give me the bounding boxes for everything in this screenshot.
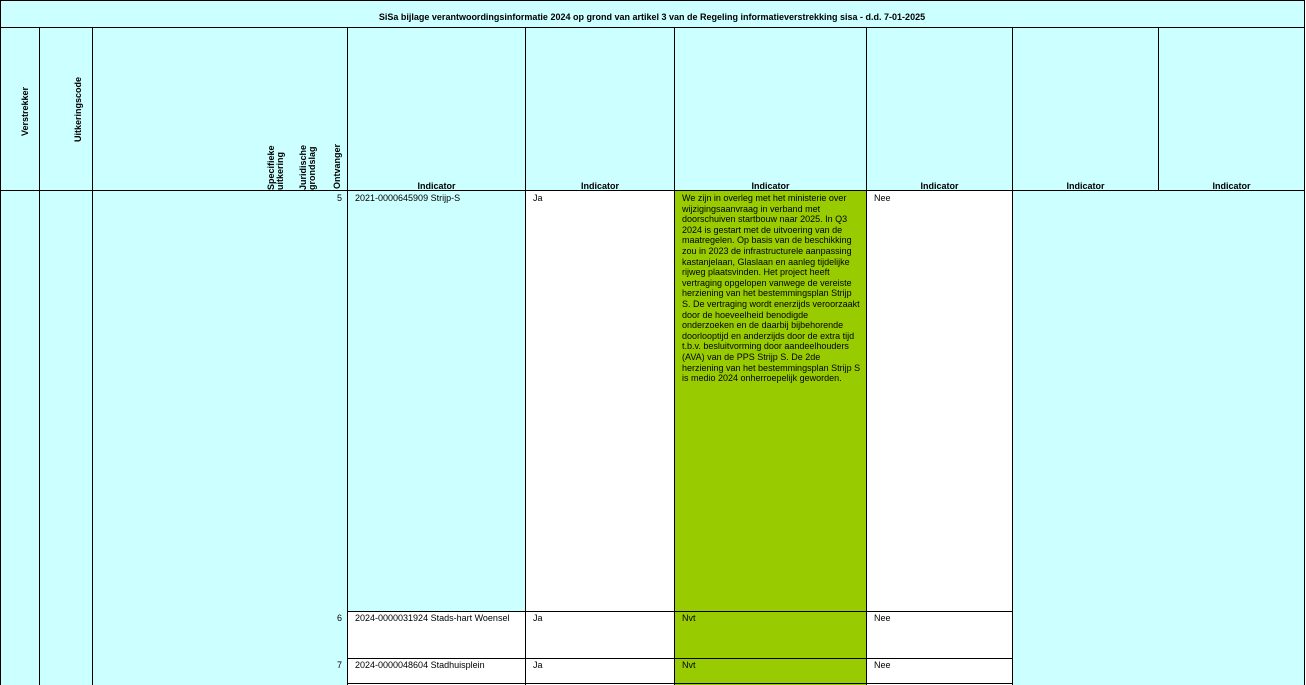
project-cell: 2024-0000031924 Stads-hart Woensel — [355, 613, 510, 623]
header-indicator: Indicator — [1212, 181, 1251, 191]
header-specifieke-uitkering: Specifieke uitkering — [266, 145, 285, 190]
header-indicator: Indicator — [1066, 181, 1105, 191]
grid-line — [1304, 0, 1305, 685]
grid-line — [1012, 27, 1013, 685]
grid-line — [347, 27, 348, 685]
grid-line — [674, 27, 675, 685]
header-ontvanger: Ontvanger — [332, 143, 342, 189]
header-indicator: Indicator — [920, 181, 959, 191]
row-number: 5 — [336, 193, 342, 203]
explanation-cell: Nvt — [682, 660, 696, 670]
grid-line — [525, 27, 526, 685]
indicator-cell: Ja — [533, 660, 543, 670]
grid-line — [0, 27, 1305, 28]
header-juridische-grondslag: Juridische grondslag — [298, 144, 317, 190]
col1-row5-bg — [526, 191, 674, 611]
grid-line — [347, 658, 1013, 659]
indicator-cell: Ja — [533, 193, 543, 203]
header-uitkeringscode: Uitkeringscode — [73, 76, 83, 142]
header-verstrekker: Verstrekker — [20, 86, 30, 136]
indicator-cell: Nee — [874, 193, 891, 203]
indicator-cell: Nee — [874, 613, 891, 623]
explanation-cell: Nvt — [682, 613, 696, 623]
grid-line — [347, 683, 1013, 684]
grid-line — [0, 0, 1305, 1]
row-number: 6 — [336, 613, 342, 623]
row-number: 7 — [336, 660, 342, 670]
grid-line — [866, 27, 867, 685]
explanation-cell: We zijn in overleg met het ministerie over wijzigingsaanvraag in verband met doorschuiven startbouw naar 2025. In Q3 2024 is gestart met de uitvoering van de maatregelen. Op basis van de beschikking zou in 2023 de infrastructurele aanpassing kastanjelaan, Glaslaan en aanleg tijdelijke rijweg plaatsvinden. Het project heeft vertraging opgelopen vanwege de vereiste herziening van het bestemmingsplan Strijp S. De vertraging wordt enerzijds veroorzaakt door de hoeveelheid benodigde onderzoeken en de daarbij bijbehorende doorlooptijd en anderzijds door de extra tijd t.b.v. besluitvorming door aandeelhouders (AVA) van de PPS Strijp S. De 2de herziening van het bestemmingsplan Strijp S is medio 2024 onherroepelijk geworden. — [682, 193, 861, 384]
left-columns-background — [1, 191, 347, 685]
grid-line — [0, 0, 1, 685]
project-cell: 2021-0000645909 Strijp-S — [355, 193, 461, 203]
grid-line — [347, 611, 1013, 612]
project-cell: 2024-0000048604 Stadhuisplein — [355, 660, 485, 670]
header-background — [1, 1, 1304, 191]
grid-line — [1158, 27, 1159, 191]
header-indicator: Indicator — [417, 181, 456, 191]
rows67-col1-bg — [526, 612, 674, 685]
header-indicator: Indicator — [751, 181, 790, 191]
header-indicator: Indicator — [580, 181, 619, 191]
grid-line — [92, 27, 93, 685]
indicator-cell: Ja — [533, 613, 543, 623]
grid-line — [39, 27, 40, 685]
right-columns-background — [1013, 191, 1304, 685]
indicator-cell: Nee — [874, 660, 891, 670]
sheet-title: SiSa bijlage verantwoordingsinformatie 2024 op grond van artikel 3 van de Regeling informatieverstrekking sisa - d.d. 7-01-2025 — [378, 12, 926, 22]
col3-row5-bg — [867, 191, 1012, 611]
